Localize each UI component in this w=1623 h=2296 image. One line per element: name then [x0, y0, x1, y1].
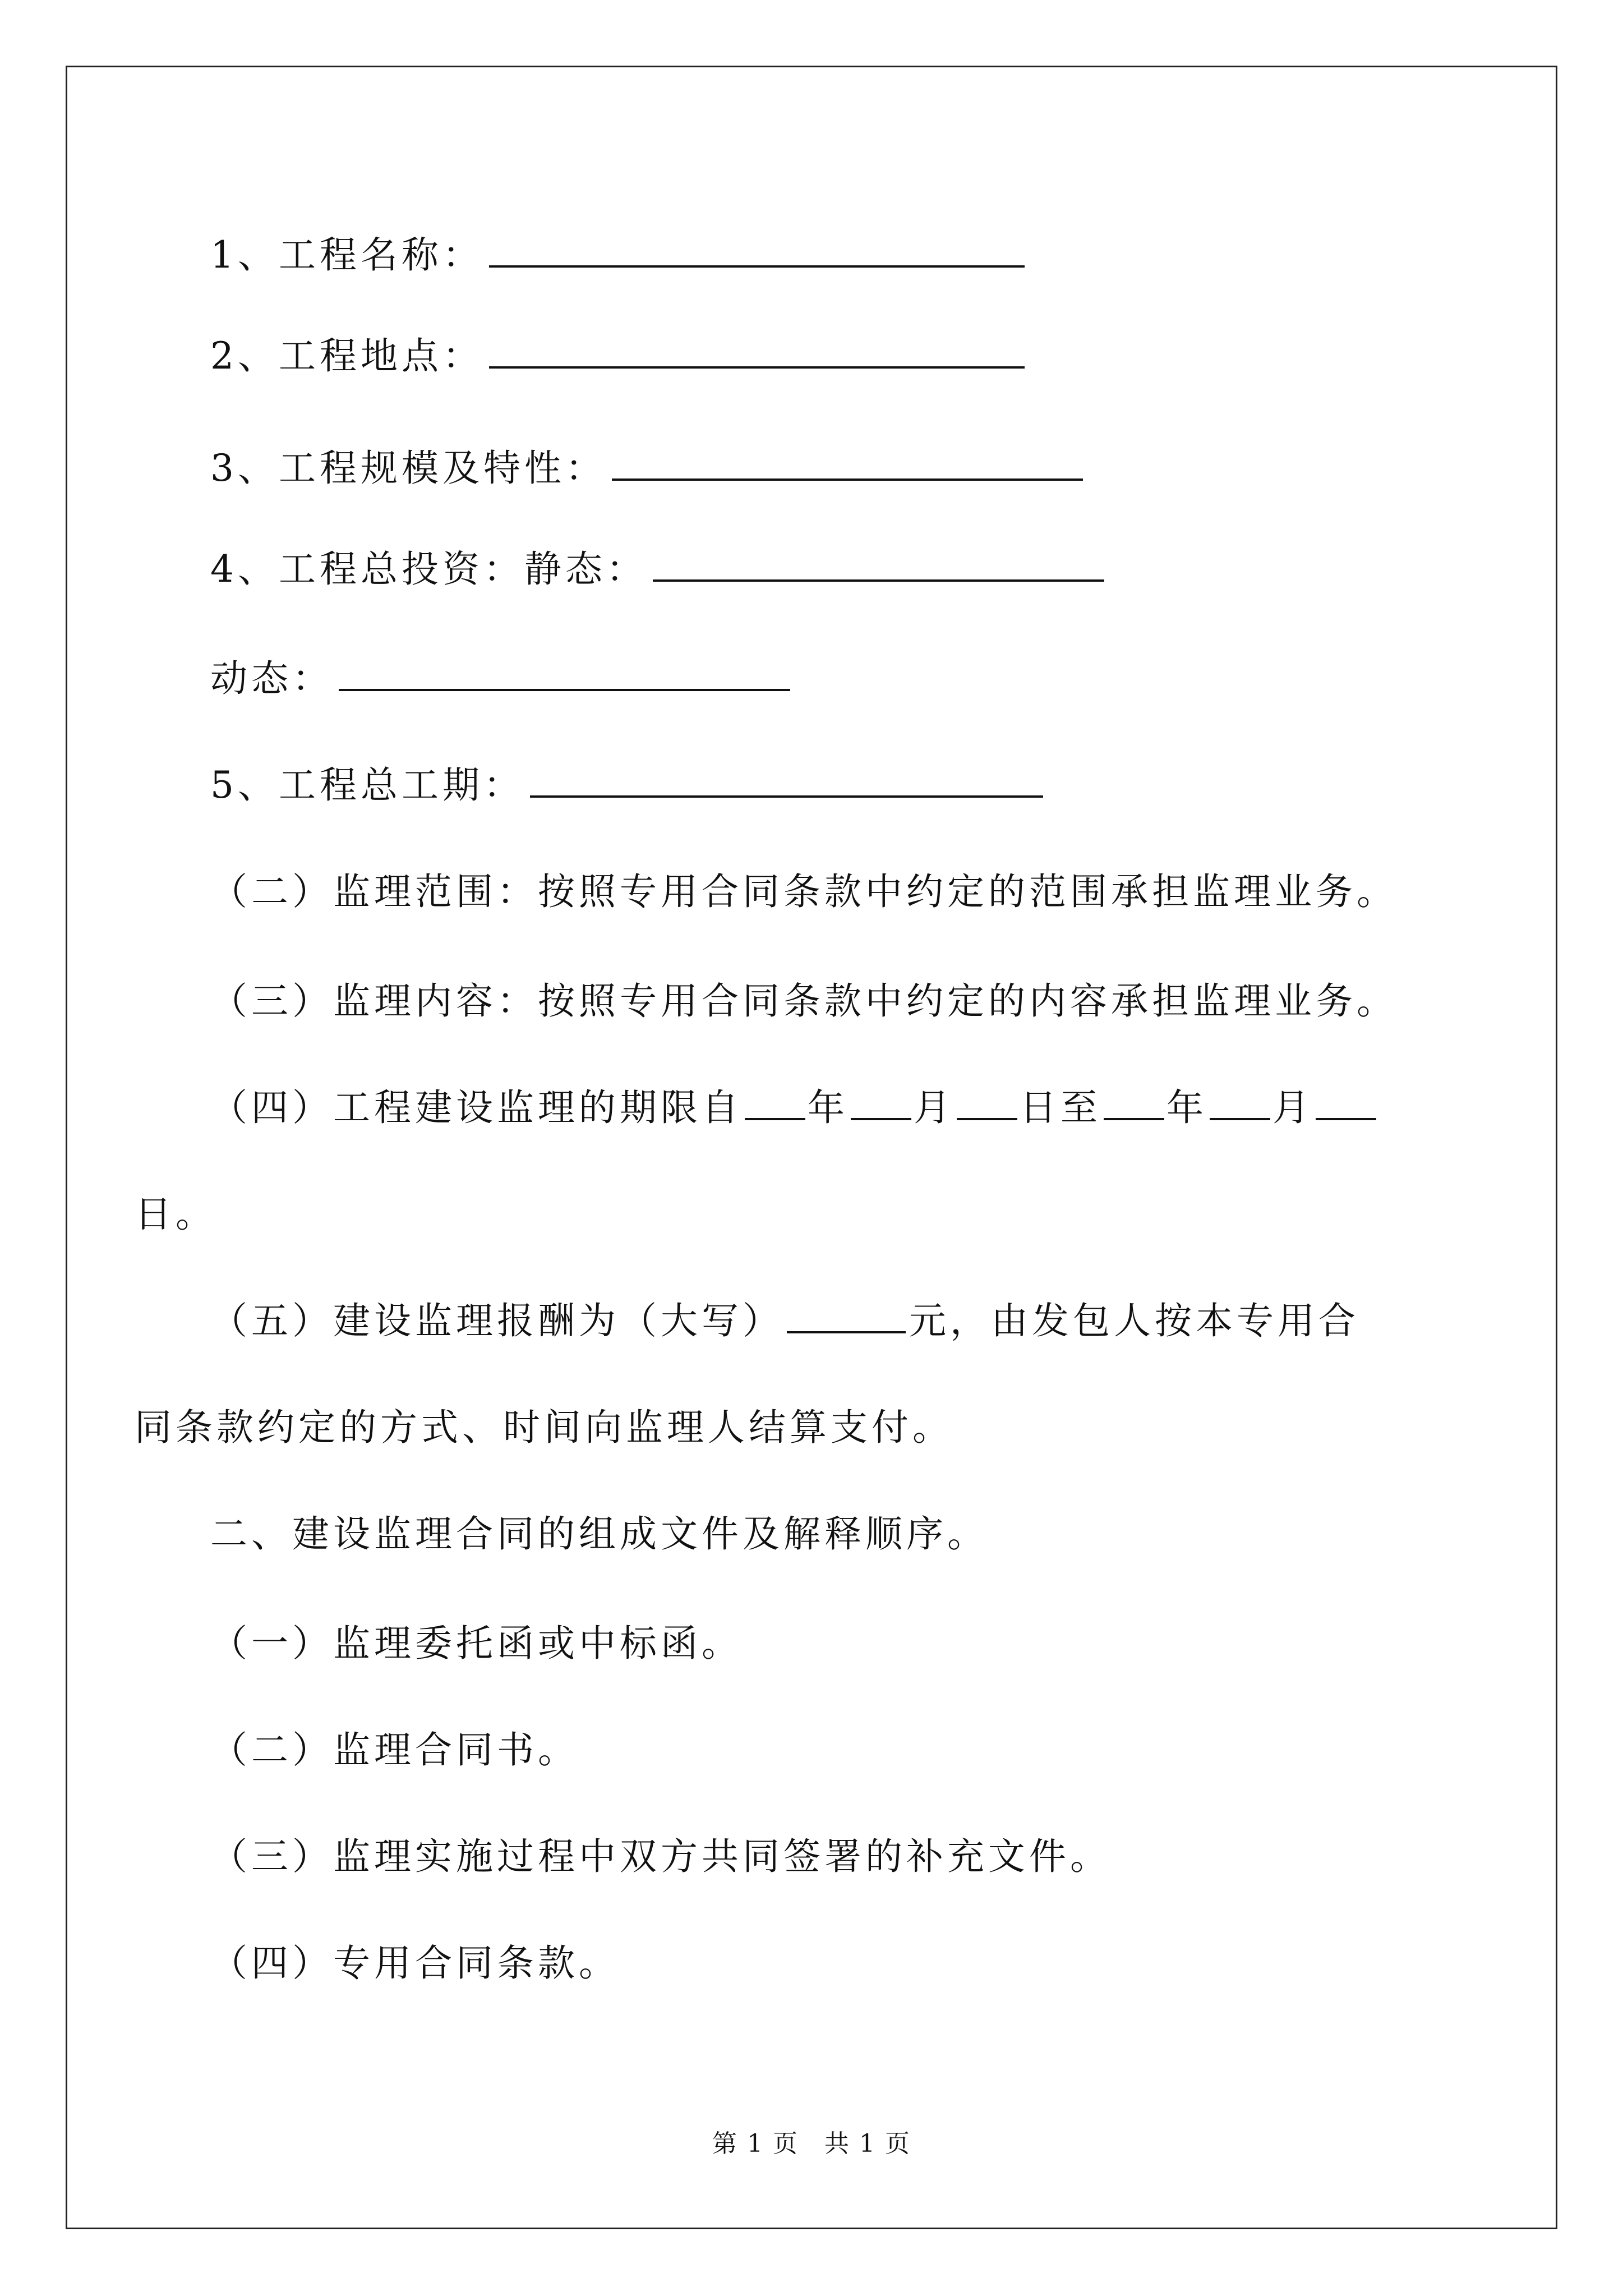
line-total-duration: 5、工程总工期：: [210, 760, 1043, 811]
fill-blank[interactable]: [653, 546, 1104, 582]
line-doc-item-4: （四）专用合同条款。: [210, 1941, 620, 1985]
line-total-investment-dynamic: 动态：: [210, 654, 790, 704]
line-remuneration: （五）建设监理报酬为（大写） 元，由发包人按本专用合: [210, 1296, 1359, 1346]
line-supervision-content: （三）监理内容：按照专用合同条款中约定的内容承担监理业务。: [210, 979, 1398, 1023]
line-project-scale: 3、工程规模及特性：: [210, 443, 1083, 494]
line-remuneration-cont: 同条款约定的方式、时间向监理人结算支付。: [135, 1406, 953, 1449]
fill-blank[interactable]: [745, 1084, 805, 1120]
fill-blank[interactable]: [530, 762, 1043, 798]
line-project-name: 1、工程名称：: [210, 230, 1025, 280]
line-project-location: 2、工程地点：: [210, 331, 1025, 381]
fill-blank[interactable]: [851, 1084, 911, 1120]
line-supervision-period: （四）工程建设监理的期限自 年 月 日至 年 月: [210, 1083, 1378, 1133]
line-doc-item-1: （一）监理委托函或中标函。: [210, 1622, 743, 1665]
fill-blank[interactable]: [1316, 1084, 1376, 1120]
page-number-footer: 第 1 页 共 1 页: [712, 2129, 911, 2158]
line-total-investment-static: 4、工程总投资：静态：: [210, 544, 1104, 595]
fill-blank[interactable]: [339, 655, 790, 691]
fill-blank[interactable]: [787, 1297, 906, 1333]
fill-blank[interactable]: [489, 232, 1025, 268]
line-supervision-scope: （二）监理范围：按照专用合同条款中约定的范围承担监理业务。: [210, 870, 1398, 913]
page-border: [66, 66, 1557, 2229]
line-period-end: 日。: [135, 1193, 216, 1236]
fill-blank[interactable]: [1210, 1084, 1270, 1120]
fill-blank[interactable]: [489, 333, 1025, 369]
fill-blank[interactable]: [957, 1084, 1017, 1120]
line-doc-item-2: （二）监理合同书。: [210, 1728, 579, 1772]
line-doc-item-3: （三）监理实施过程中双方共同签署的补充文件。: [210, 1835, 1111, 1878]
fill-blank[interactable]: [1104, 1084, 1164, 1120]
line-section-two-heading: 二、建设监理合同的组成文件及解释顺序。: [210, 1512, 988, 1556]
fill-blank[interactable]: [612, 445, 1083, 481]
